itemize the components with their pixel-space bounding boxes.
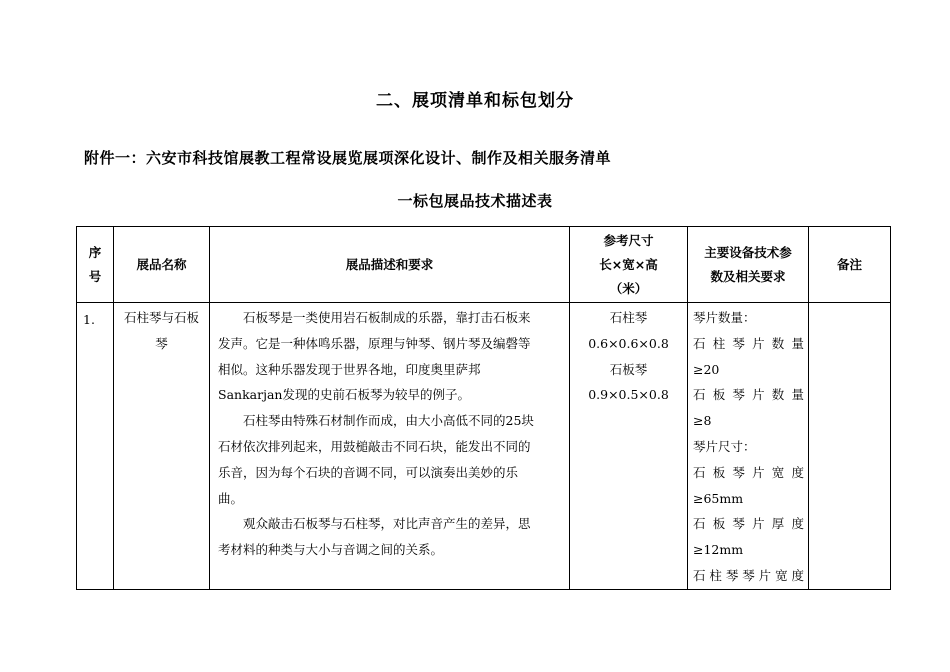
section-title: 二、展项清单和标包划分 (376, 91, 574, 111)
description-line: 曲。 (218, 490, 244, 506)
description-line: 考材料的种类与大小与音调之间的关系。 (218, 542, 444, 558)
tech-line: ≥12mm (693, 542, 744, 558)
tech-line: ≥65mm (693, 490, 744, 506)
cell-name: 石柱琴与石板 琴 (114, 303, 210, 590)
cell-remark (809, 303, 891, 590)
header-description: 展品描述和要求 (210, 227, 570, 303)
table-row (77, 303, 891, 590)
header-size: 参考尺寸 长×宽×高 （米） (570, 227, 688, 303)
description-line: 观众敲击石板琴与石柱琴，对比声音产生的差异，思 (243, 516, 531, 532)
tech-line: ≥8 (693, 413, 712, 429)
description-line: 乐音，因为每个石块的音调不同，可以演奏出美妙的乐 (218, 464, 519, 480)
tech-line: 石板琴片宽度 (693, 464, 804, 480)
description-line: 石板琴是一类使用岩石板制成的乐器，靠打击石板来 (243, 310, 531, 325)
tech-line: 石柱琴琴片宽度 (693, 567, 804, 583)
description-line: 石柱琴由特殊石材制作而成，由大小高低不同的25块 (243, 413, 534, 429)
size-line: 石板琴 (609, 361, 648, 377)
exhibit-spec-table (76, 226, 891, 590)
header-tech: 主要设备技术参 数及相关要求 (688, 227, 809, 303)
tech-line: ≥20 (693, 361, 720, 377)
tech-line: 石板琴片数量 (693, 387, 804, 403)
size-line: 石柱琴 (609, 310, 648, 325)
cell-size (570, 303, 688, 590)
tech-line: 琴片数量： (693, 310, 756, 325)
tech-line: 石板琴片厚度 (693, 516, 804, 532)
table-header-row (77, 227, 891, 303)
description-line: 相似。这种乐器发现于世界各地，印度奥里萨邦 (218, 361, 481, 377)
description-line: 发声。它是一种体鸣乐器，原理与钟琴、钢片琴及编磬等 (218, 335, 531, 351)
cell-index: 1. (77, 303, 114, 590)
size-line: 0.6×0.6×0.8 (588, 335, 669, 351)
cell-tech (688, 303, 809, 590)
table-title: 一标包展品技术描述表 (397, 192, 553, 210)
description-line: 石材依次排列起来，用鼓槌敲击不同石块，能发出不同的 (218, 438, 531, 454)
attachment-title: 附件一：六安市科技馆展教工程常设展览展项深化设计、制作及相关服务清单 (84, 149, 612, 167)
tech-line: 琴片尺寸： (693, 438, 756, 454)
cell-description (210, 303, 570, 590)
description-line: Sankarjan发现的史前石板琴为较早的例子。 (218, 387, 470, 403)
size-line: 0.9×0.5×0.8 (588, 387, 669, 403)
header-name: 展品名称 (114, 227, 210, 303)
header-remark: 备注 (809, 227, 891, 303)
tech-line: 石柱琴片数量 (693, 335, 804, 351)
header-index: 序 号 (77, 227, 114, 303)
